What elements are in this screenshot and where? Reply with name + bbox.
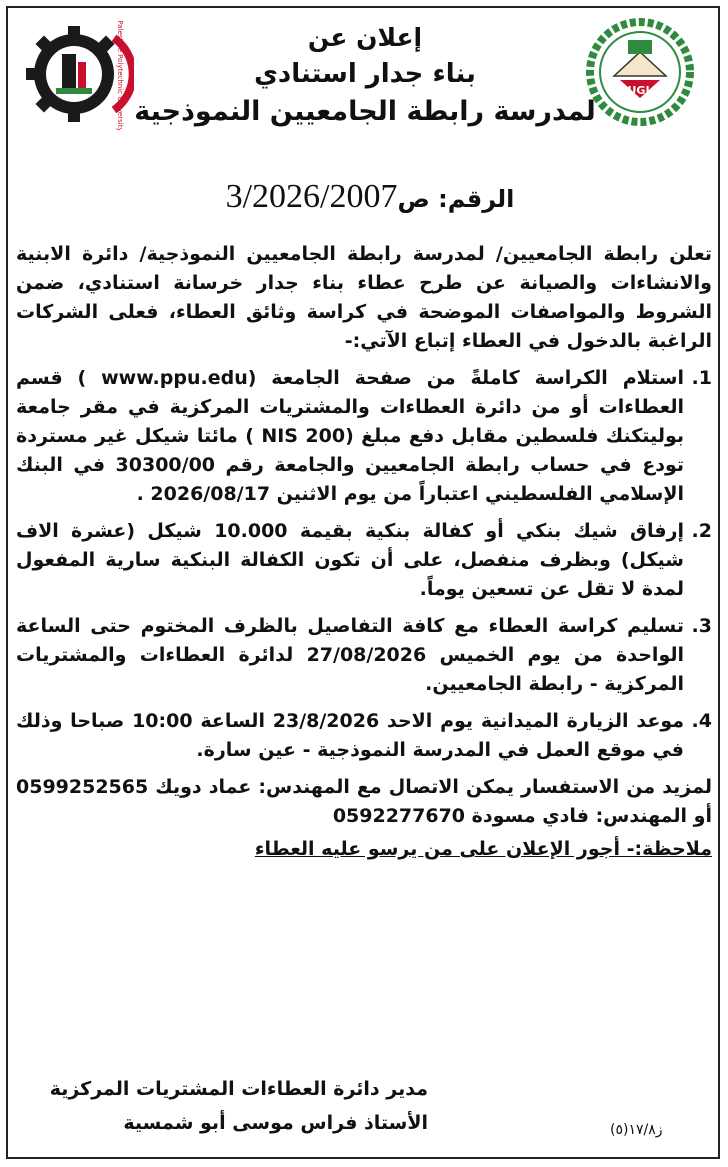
header-line-2: بناء جدار استنادي [254,59,476,89]
ugl-logo-text: UGL [627,84,653,97]
reference-value: 3/2026/2007 [225,178,398,215]
ppu-logo-text: Palestine Polytechnic University [116,20,124,130]
list-item [16,707,712,765]
list-item [16,517,712,604]
item-number: 2. [691,520,712,542]
publication-code: ز١٧/٨(٥) [610,1122,663,1138]
note-text: ملاحظة:- أجور الإعلان على من يرسو عليه العطاء [254,838,712,860]
header-line-1: إعلان عن [307,23,423,52]
ppu-logo [22,18,134,130]
list-item [16,364,712,509]
notice-body [16,240,712,864]
item-text: تسليم كراسة العطاء مع كافة التفاصيل بالظرف المختوم حتى الساعة الواحدة من يوم الخميس 27/08/2026 لدائرة العطاءات والمشتريات المركزية - رابطة الجامعيين. [16,615,684,695]
reference-number [180,178,560,216]
note [16,835,712,864]
item-text: استلام الكراسة كاملةً من صفحة الجامعة (www.ppu.edu ) قسم العطاءات أو من دائرة العطاءات والمشتريات المركزية في مقر جامعة بوليتكنك فلسطين مقابل دفع مبلغ (200 NIS ) مائتا شيكل غير مستردة تودع في حساب رابطة الجامعيين والجامعة رقم 30300/00 في البنك الإسلامي الفلسطيني اعتباراً من يوم الاثنين 2026/08/17 . [16,367,685,505]
contact-info: لمزيد من الاستفسار يمكن الاتصال مع المهندس: عماد دويك 0599252565 أو المهندس: فادي مسودة 0592277670 [16,776,712,827]
intro-paragraph: تعلن رابطة الجامعيين/ لمدرسة رابطة الجامعيين النموذجية/ دائرة الابنية والانشاءات والصيانة عن طرح عطاء بناء جدار خرسانة استنادي، ضمن الشروط والمواصفات الموضحة في كراسة وثائق العطاء، فعلى الشركات الراغبة بالدخول في العطاء إتباع الآتي:- [16,243,712,352]
item-number: 4. [691,710,712,732]
item-number: 3. [691,615,712,637]
header-line-3: لمدرسة رابطة الجامعيين النموذجية [134,96,596,127]
notice-header [130,20,600,132]
list-item [16,612,712,699]
item-text: إرفاق شيك بنكي أو كفالة بنكية بقيمة 10.000 شيكل (عشرة الاف شيكل) وبظرف منفصل، على أن تكون الكفالة البنكية سارية المفعول لمدة لا تقل عن تسعين يوماً. [16,520,684,600]
reference-label: الرقم: ص [397,185,515,213]
signature-title: مدير دائرة العطاءات المشتريات المركزية [49,1078,428,1100]
item-number: 1. [691,367,712,389]
signature-block [8,1072,428,1140]
signature-name: الأستاذ فراس موسى أبو شمسية [123,1112,428,1134]
ugl-logo [584,16,696,128]
item-text: موعد الزيارة الميدانية يوم الاحد 23/8/2026 الساعة 10:00 صباحا وذلك في موقع العمل في المدرسة النموذجية - عين سارة. [16,710,684,761]
